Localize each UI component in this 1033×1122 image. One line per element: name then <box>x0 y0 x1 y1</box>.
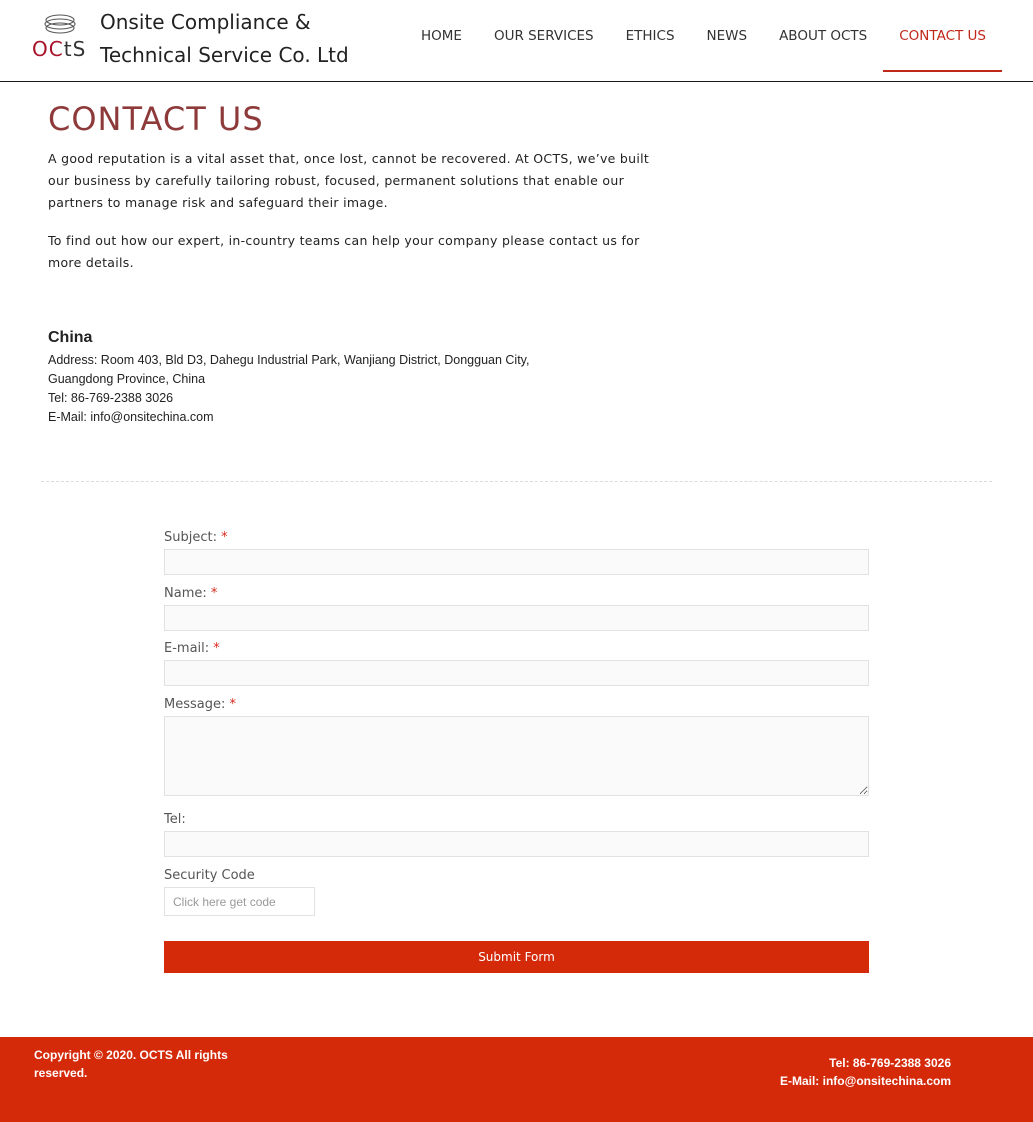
nav-about-octs[interactable]: ABOUT OCTS <box>779 28 868 44</box>
footer-contact <box>780 1054 951 1090</box>
logo-text: OCtS <box>32 37 87 61</box>
office-name: China <box>48 329 93 346</box>
nav-ethics[interactable]: ETHICS <box>625 28 675 44</box>
intro-text <box>48 148 658 290</box>
security-code-input[interactable] <box>164 887 315 916</box>
subject-label <box>164 528 869 548</box>
email-label-text: E-mail: <box>164 641 210 656</box>
nav-home[interactable]: HOME <box>420 28 462 44</box>
brand-name <box>100 6 349 72</box>
copyright-line-2: reserved. <box>34 1066 88 1080</box>
required-mark: * <box>221 530 228 545</box>
office-tel: Tel: 86-769-2388 3026 <box>48 391 174 405</box>
submit-form-button[interactable]: Submit Form <box>164 941 869 973</box>
intro-paragraph-2: To find out how our expert, in-country teams can help your company please contact us for more details. <box>48 233 640 270</box>
security-code-label: Security Code <box>164 868 255 883</box>
office-email: E-Mail: info@onsitechina.com <box>48 410 214 424</box>
subject-input[interactable] <box>164 549 869 575</box>
copyright-line-1: Copyright © 2020. OCTS All rights <box>34 1048 228 1062</box>
nav-news[interactable]: NEWS <box>706 28 748 44</box>
required-mark: * <box>210 586 218 601</box>
footer-tel: Tel: 86-769-2388 3026 <box>829 1056 951 1070</box>
tel-input[interactable] <box>164 831 869 857</box>
nav-contact-us[interactable]: CONTACT US <box>883 0 1002 72</box>
octs-logo[interactable] <box>32 12 90 62</box>
name-label <box>164 584 869 604</box>
subject-label-text: Subject: <box>164 530 217 545</box>
brand-line-2: Technical Service Co. Ltd <box>100 43 349 67</box>
nav-our-services[interactable]: OUR SERVICES <box>493 28 594 44</box>
required-mark: * <box>213 641 220 656</box>
tel-label: Tel: <box>164 812 186 827</box>
office-address-line-1: Address: Room 403, Bld D3, Dahegu Industrial Park, Wanjiang District, Dongguan City, <box>48 353 530 367</box>
message-textarea[interactable] <box>164 716 869 796</box>
email-input[interactable] <box>164 660 869 686</box>
intro-paragraph-1: A good reputation is a vital asset that, once lost, cannot be recovered. At OCTS, we’ve built our business by carefully tailoring robust, focused, permanent solutions that enable our partners to manage risk and safeguard their image. <box>48 151 650 210</box>
email-label <box>164 639 869 659</box>
site-header <box>0 0 1033 82</box>
message-label-text: Message: <box>164 697 226 712</box>
message-label <box>164 695 869 715</box>
office-info <box>48 329 568 427</box>
brand-line-1: Onsite Compliance & <box>100 10 311 34</box>
section-divider <box>41 481 992 482</box>
required-mark: * <box>229 697 236 712</box>
name-input[interactable] <box>164 605 869 631</box>
site-footer <box>0 1037 1033 1122</box>
contact-form <box>164 528 869 916</box>
office-address-line-2: Guangdong Province, China <box>48 372 206 386</box>
page-title: CONTACT US <box>48 100 264 138</box>
copyright <box>34 1046 254 1082</box>
name-label-text: Name: <box>164 586 207 601</box>
main-nav <box>405 0 1002 72</box>
footer-email: E-Mail: info@onsitechina.com <box>779 1074 951 1088</box>
